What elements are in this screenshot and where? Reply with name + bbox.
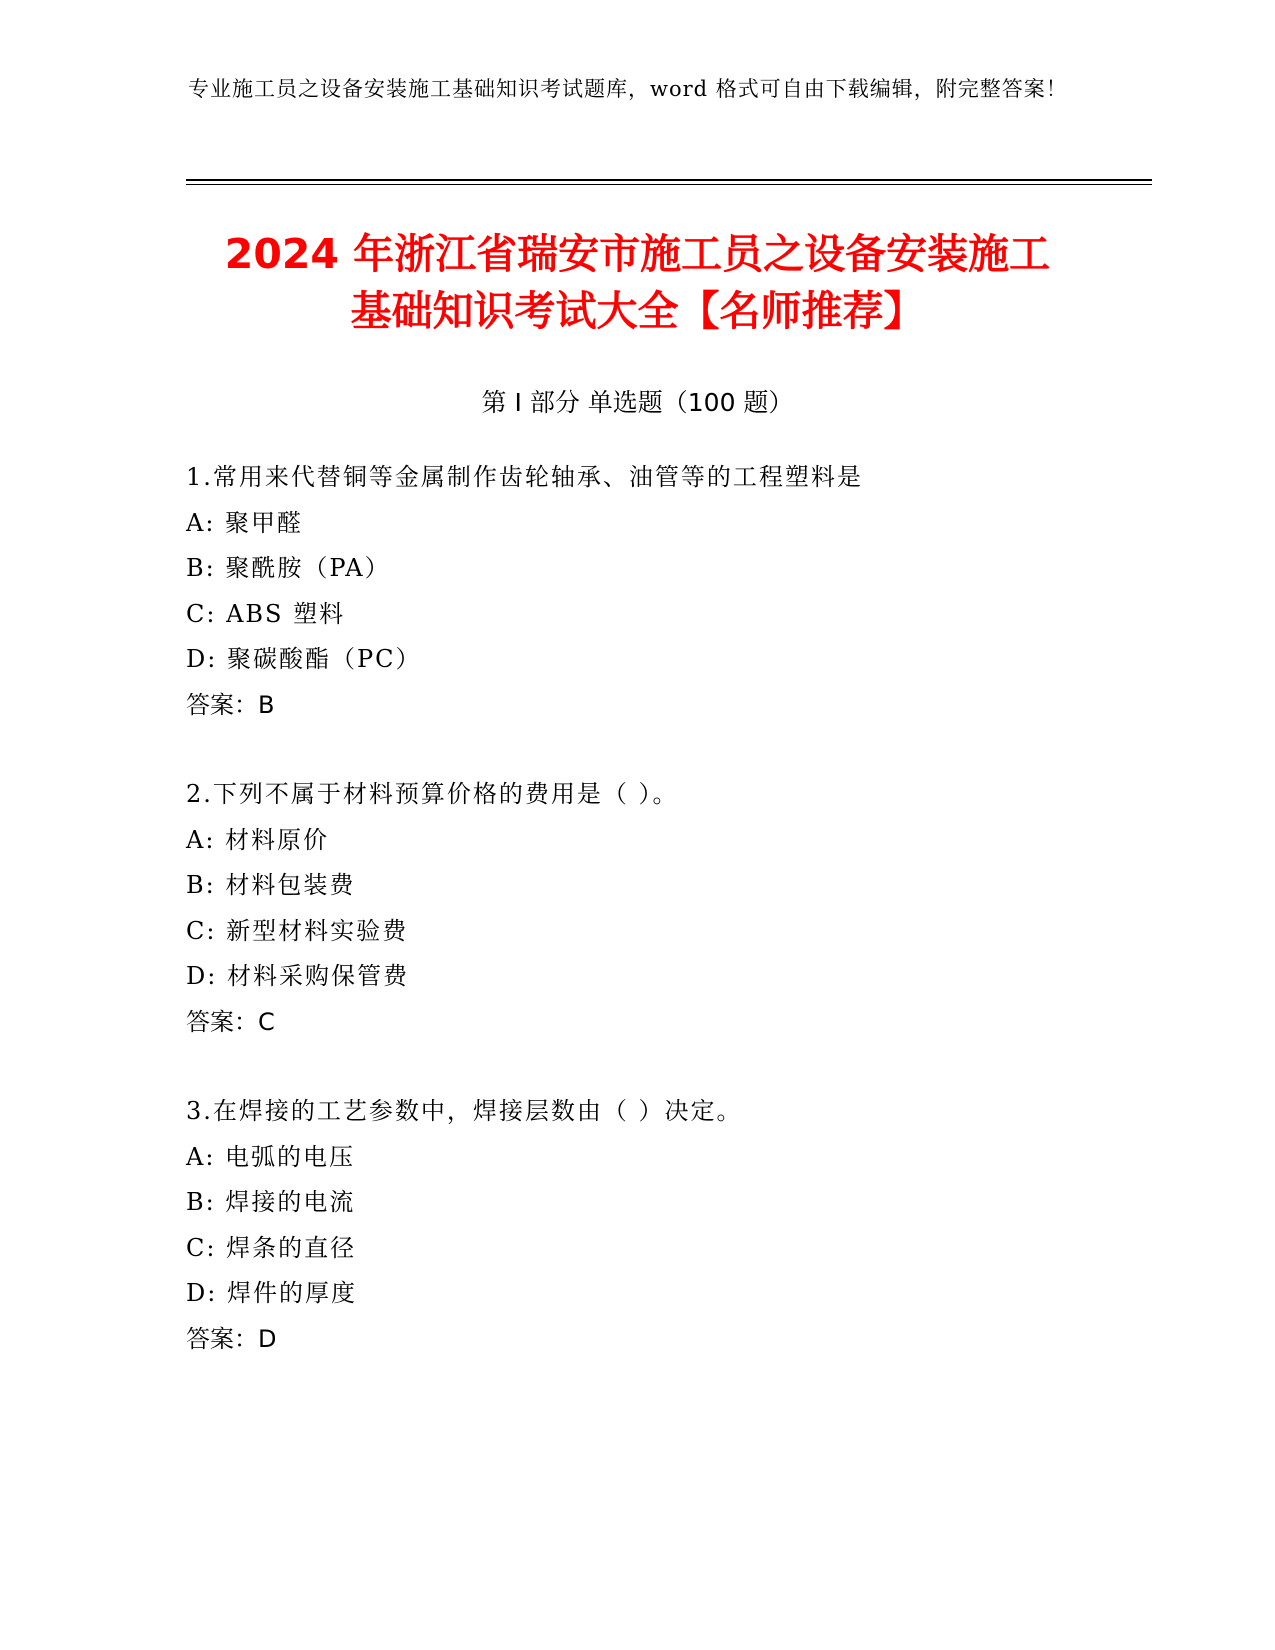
option-d: D: 材料采购保管费 — [186, 962, 409, 990]
document-title — [150, 226, 1125, 340]
question-stem: 1.常用来代替铜等金属制作齿轮轴承、油管等的工程塑料是 — [186, 463, 863, 491]
section-heading: 第 I 部分 单选题（100 题） — [481, 388, 794, 417]
header-note: 专业施工员之设备安装施工基础知识考试题库，word 格式可自由下载编辑，附完整答案！ — [188, 77, 1068, 101]
question-block — [186, 455, 1146, 728]
title-line-1: 2024 年浙江省瑞安市施工员之设备安装施工 — [224, 230, 1051, 278]
answer: 答案：B — [186, 690, 275, 719]
question-stem: 3.在焊接的工艺参数中，焊接层数由（ ）决定。 — [186, 1097, 743, 1125]
header-rule-thick — [186, 179, 1152, 181]
header-rule-thin — [186, 184, 1152, 185]
option-c: C: ABS 塑料 — [186, 599, 346, 628]
option-b: B: 聚酰胺（PA） — [186, 554, 391, 582]
answer: 答案：C — [186, 1007, 275, 1036]
question-block — [186, 1089, 1146, 1362]
option-a: A: 聚甲醛 — [186, 508, 304, 537]
option-b: B: 焊接的电流 — [186, 1188, 356, 1216]
title-line-2: 基础知识考试大全【名师推荐】 — [350, 287, 925, 335]
option-b: B: 材料包装费 — [186, 871, 356, 899]
option-c: C: 新型材料实验费 — [186, 916, 409, 945]
option-a: A: 材料原价 — [186, 825, 330, 854]
answer: 答案：D — [186, 1324, 277, 1353]
question-stem: 2.下列不属于材料预算价格的费用是（ ）。 — [186, 780, 679, 808]
option-d: D: 聚碳酸酯（PC） — [186, 645, 422, 673]
option-c: C: 焊条的直径 — [186, 1233, 357, 1262]
option-a: A: 电弧的电压 — [186, 1142, 356, 1171]
question-block — [186, 772, 1146, 1045]
option-d: D: 焊件的厚度 — [186, 1279, 357, 1307]
